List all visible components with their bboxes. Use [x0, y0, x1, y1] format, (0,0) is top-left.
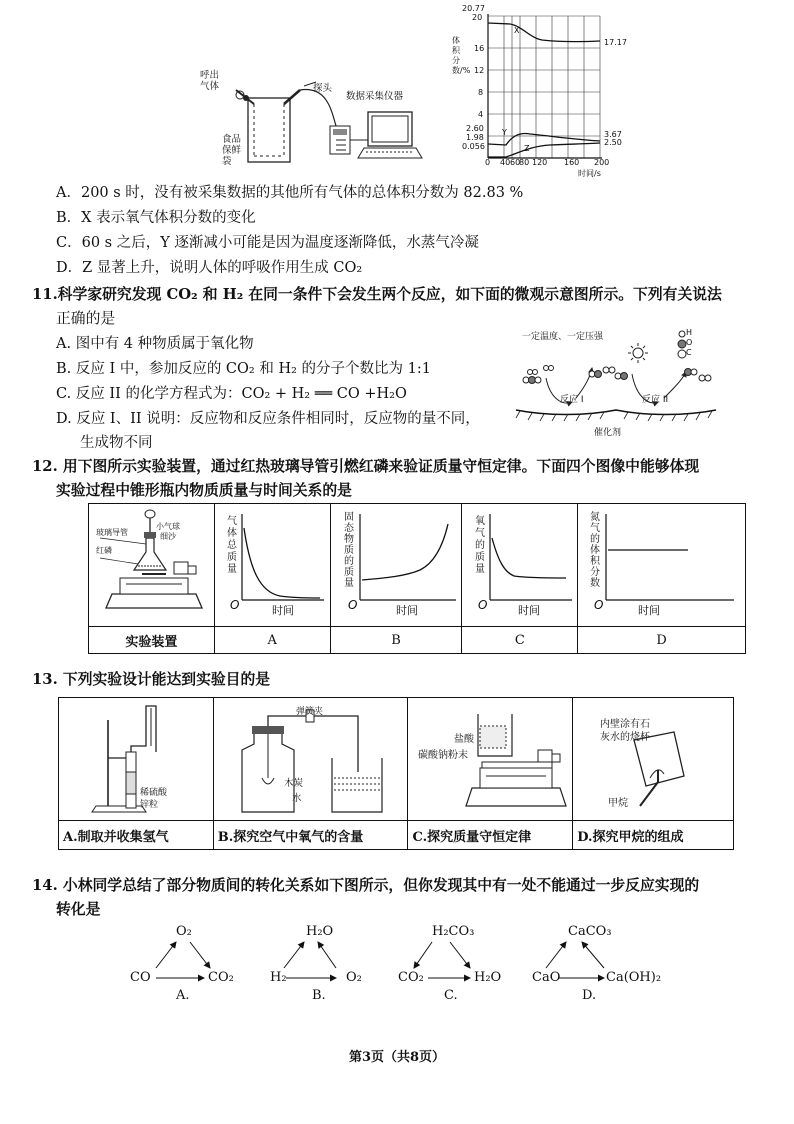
q13-stem: 13. 下列实验设计能达到实验目的是 — [32, 671, 271, 688]
q12-balance-apparatus — [92, 508, 212, 620]
q12-graph-a-ylabel: 气体总质量 — [227, 516, 237, 575]
q12-graph-c-xlabel: 时间 — [518, 604, 540, 617]
q13-label-hcl: 盐酸 — [454, 734, 474, 745]
ytick-4: 8 — [478, 88, 484, 97]
q11-option-d: D. 反应 I、II 说明：反应物和反应条件相同时，反应物的量不同， — [56, 411, 480, 427]
q14-b-right: O₂ — [346, 970, 362, 985]
q13-label-sodium-carbonate: 碳酸钠粉末 — [418, 750, 468, 761]
q12-graph-d-origin: O — [594, 598, 604, 612]
ytick-6: 2.60 — [466, 124, 484, 133]
q12-graph-b-origin: O — [348, 598, 358, 612]
curve-x-label: X — [514, 26, 520, 35]
q13-mass-conservation-apparatus — [452, 708, 582, 820]
xtick-2: 60 — [510, 158, 521, 167]
q11-option-a: A. 图中有 4 种物质属于氧化物 — [56, 336, 254, 352]
q13-label-water: 水 — [292, 793, 302, 804]
q14-c-label: C. — [444, 988, 458, 1003]
q12-stem-2: 实验过程中锥形瓶内物质质量与时间关系的是 — [56, 482, 352, 499]
reaction-1-label: 反应 I — [560, 395, 584, 405]
q14-stem-2: 转化是 — [56, 901, 101, 918]
q14-stem-1: 14. 小林同学总结了部分物质间的转化关系如下图所示，但你发现其中有一处不能通过一步反应实现的 — [32, 877, 700, 894]
q12-graph-a-origin: O — [230, 598, 240, 612]
legend-h: H — [686, 328, 693, 337]
q11-option-d-cont: 生成物不同 — [80, 435, 153, 451]
curve-y-label: Y — [502, 128, 507, 137]
q13-label-carbon: 木炭 — [284, 778, 304, 789]
q10-option-b: B．X 表示氧气体积分数的变化 — [56, 210, 256, 226]
q12-label-sand: 细沙 — [160, 532, 176, 541]
q14-a-label: A. — [176, 988, 190, 1003]
q13-caption-c: C.探究质量守恒定律 — [408, 821, 573, 850]
ytick-2: 16 — [474, 44, 485, 53]
right-value-0: 17.17 — [604, 38, 627, 47]
q12-graph-a-xlabel: 时间 — [272, 604, 294, 617]
q13-label-methane: 甲烷 — [608, 798, 628, 809]
xtick-4: 120 — [532, 158, 548, 167]
q14-a-top: O₂ — [176, 924, 192, 939]
xtick-6: 200 — [594, 158, 610, 167]
device-label: 数据采集仪器 — [346, 91, 404, 102]
right-value-1: 3.67 — [604, 130, 622, 139]
q12-caption-c: C — [462, 627, 578, 654]
ytick-1: 20 — [472, 13, 483, 22]
q14-d-right: Ca(OH)₂ — [606, 970, 662, 985]
curve-z-label: Z — [524, 144, 530, 153]
q11-condition: 一定温度、一定压强 — [522, 332, 604, 342]
q14-d-label: D. — [582, 988, 597, 1003]
q11-stem-2: 正确的是 — [56, 310, 116, 327]
legend-o: O — [686, 338, 693, 347]
graph-ylabel: 体积分数/% — [452, 36, 471, 75]
xtick-3: 80 — [519, 158, 530, 167]
q11-option-b: B. 反应 I 中，参加反应的 CO₂ 和 H₂ 的分子个数比为 1:1 — [56, 361, 431, 377]
q10-option-c: C．60 s 之后，Y 逐渐减小可能是因为温度逐渐降低，水蒸气冷凝 — [56, 235, 479, 251]
q11-stem-1: 11.科学家研究发现 CO₂ 和 H₂ 在同一条件下会发生两个反应，如下面的微观示意图所示。下列有关说法 — [32, 286, 722, 303]
q12-graph-d — [584, 510, 744, 610]
legend-c: C — [686, 348, 692, 357]
q14-d-top: CaCO₃ — [568, 924, 612, 939]
q12-stem-1: 12. 用下图所示实验装置，通过红热玻璃导管引燃红磷来验证质量守恒定律。下面四个图像中能够体现 — [32, 458, 700, 475]
breath-label: 呼出气体 — [200, 70, 220, 92]
q12-graph-b-xlabel: 时间 — [396, 604, 418, 617]
q14-d-left: CaO — [532, 970, 561, 985]
q13-label-limewater-beaker: 内壁涂有石灰水的烧杯 — [600, 719, 650, 743]
ytick-3: 12 — [474, 66, 485, 75]
q14-a-right: CO₂ — [208, 970, 234, 985]
q10-option-d: D．Z 显著上升，说明人体的呼吸作用生成 CO₂ — [56, 260, 363, 276]
xtick-0: 0 — [485, 158, 491, 167]
q14-c-right: H₂O — [474, 970, 502, 985]
q14-c-left: CO₂ — [398, 970, 424, 985]
q12-graph-d-xlabel: 时间 — [638, 604, 660, 617]
q11-option-c: C. 反应 II 的化学方程式为：CO₂ + H₂ ══ CO +H₂O — [56, 386, 407, 402]
q12-graph-d-ylabel: 氮气的体积分数 — [590, 512, 600, 589]
q13-label-clip: 弹簧夹 — [296, 707, 324, 717]
q14-a-left: CO — [130, 970, 151, 985]
q13-label-acid: 稀硫酸 — [140, 788, 168, 798]
xtick-1: 40 — [500, 158, 511, 167]
q12-label-glass-tube: 玻璃导管 — [96, 528, 128, 537]
q14-c-top: H₂CO₃ — [432, 924, 475, 939]
q13-oxygen-content-apparatus — [228, 702, 408, 818]
ytick-5: 4 — [478, 110, 484, 119]
reaction-2-label: 反应 II — [642, 395, 669, 405]
q12-caption-d: D — [578, 627, 746, 654]
q13-caption-a: A.制取并收集氢气 — [59, 821, 214, 850]
q14-b-label: B. — [312, 988, 326, 1003]
right-value-2: 2.50 — [604, 138, 622, 147]
q12-caption-b: B — [330, 627, 462, 654]
q13-hydrogen-apparatus — [86, 702, 186, 818]
q12-label-balloon: 小气球 — [156, 522, 180, 531]
q13-caption-b: B.探究空气中氧气的含量 — [213, 821, 408, 850]
q12-graph-c-ylabel: 氧气的质量 — [475, 516, 485, 575]
ytick-8: 0.056 — [462, 142, 485, 151]
q12-label-phosphorus: 红磷 — [96, 546, 112, 555]
q12-graph-b-ylabel: 固态物质的质量 — [344, 512, 354, 589]
q13-label-zinc: 锌粒 — [140, 800, 159, 810]
q14-b-top: H₂O — [306, 924, 334, 939]
q10-option-a: A．200 s 时，没有被采集数据的其他所有气体的总体积分数为 82.83 % — [56, 185, 524, 201]
ytick-7: 1.98 — [466, 133, 484, 142]
q13-caption-d: D.探究甲烷的组成 — [573, 821, 734, 850]
q12-caption-apparatus: 实验装置 — [89, 627, 215, 654]
probe-label: 探头 — [313, 83, 333, 94]
q12-caption-a: A — [214, 627, 330, 654]
page-footer: 第3页（共8页） — [348, 1050, 446, 1065]
ytick-0: 20.77 — [462, 4, 485, 13]
bag-label: 食品保鲜袋 — [222, 134, 242, 167]
xtick-5: 160 — [564, 158, 580, 167]
q12-graph-c-origin: O — [478, 598, 488, 612]
graph-xlabel: 时间/s — [578, 169, 601, 178]
q14-b-left: H₂ — [270, 970, 287, 985]
catalyst-label: 催化剂 — [594, 428, 622, 438]
